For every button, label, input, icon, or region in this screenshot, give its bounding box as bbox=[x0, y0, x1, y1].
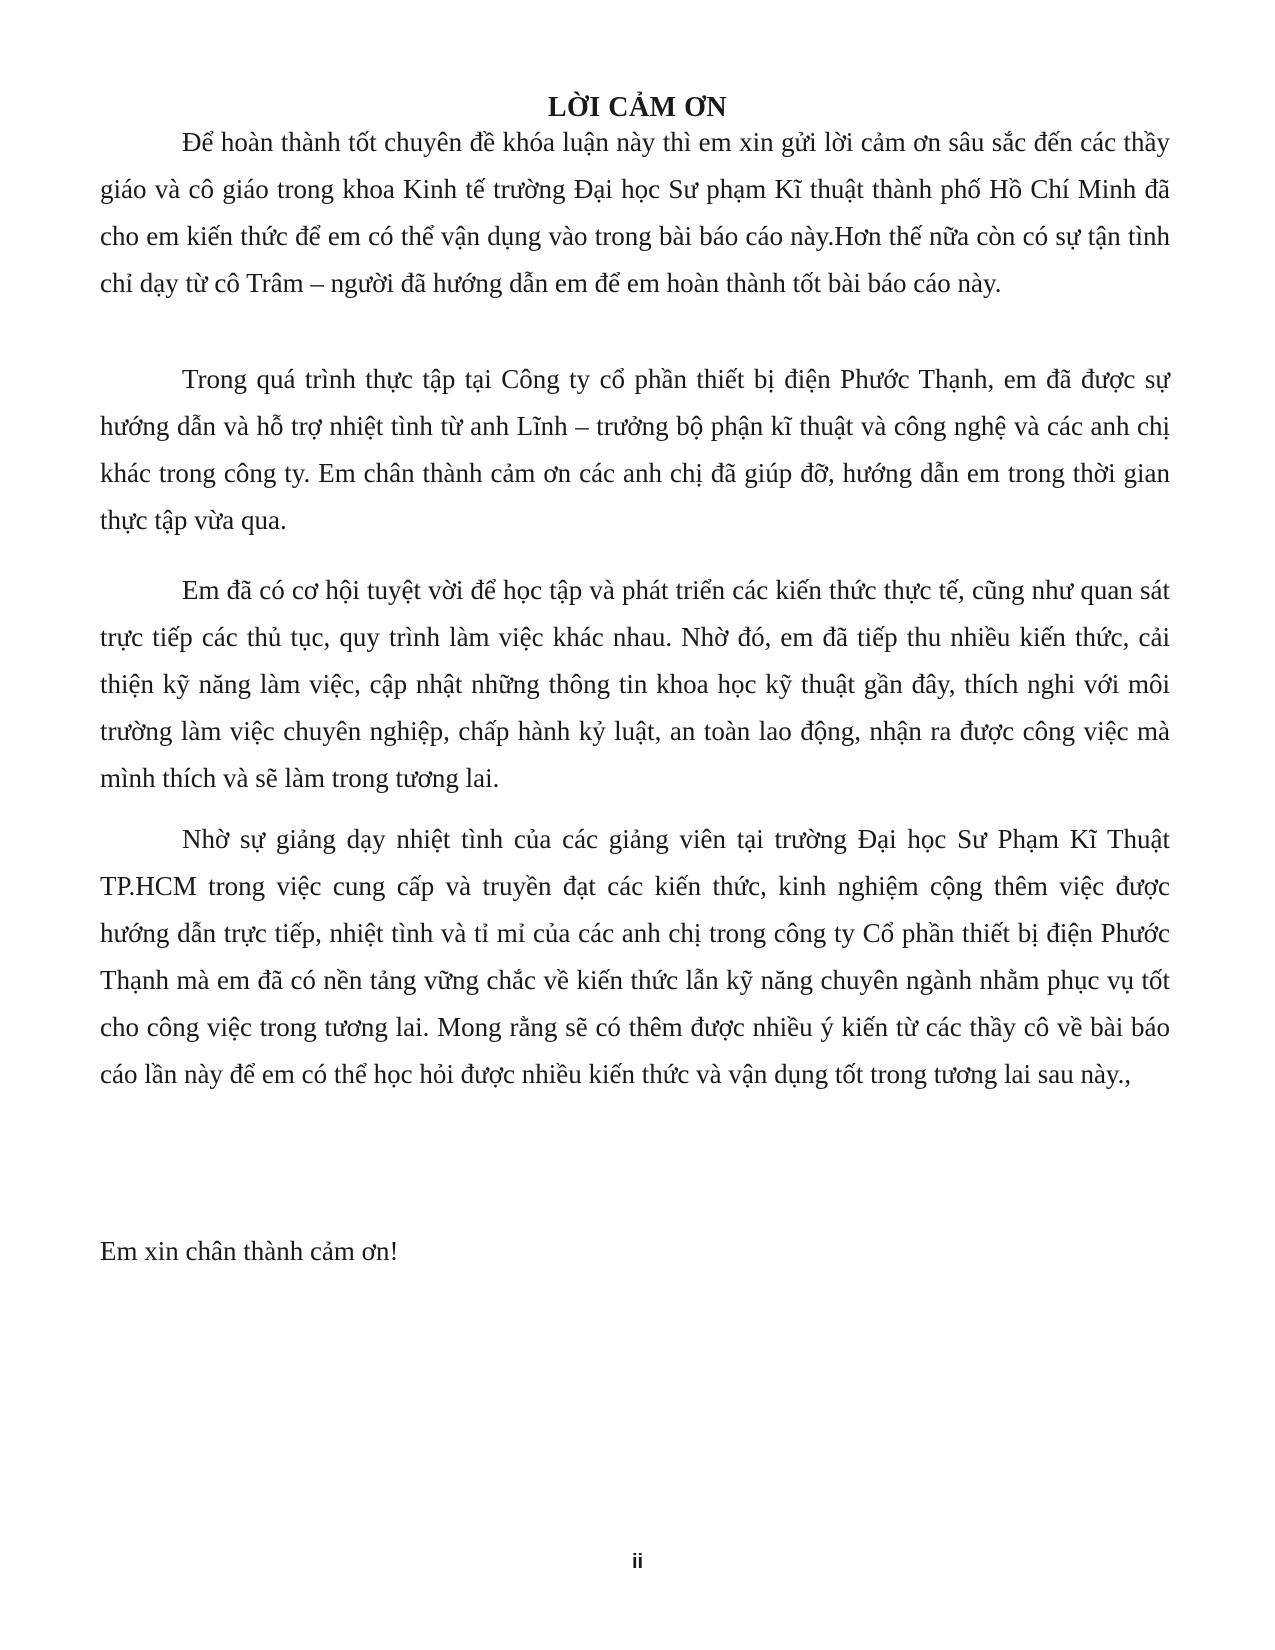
closing-line: Em xin chân thành cảm ơn! bbox=[100, 1236, 399, 1266]
paragraph-3: Em đã có cơ hội tuyệt vời để học tập và phát triển các kiến thức thực tế, cũng như quan sát trực tiếp các thủ tục, quy trình làm việc khác nhau. Nhờ đó, em đã tiếp thu nhiều kiến thức, cải thiện kỹ năng làm việc, cập nhật những thông tin khoa học kỹ thuật gần đây, thích nghi với môi trường làm việc chuyên nghiệp, chấp hành kỷ luật, an toàn lao động, nhận ra được công việc mà mình thích và sẽ làm trong tương lai. bbox=[100, 575, 1170, 793]
paragraph-4: Nhờ sự giảng dạy nhiệt tình của các giảng viên tại trường Đại học Sư Phạm Kĩ Thuật TP.HCM trong việc cung cấp và truyền đạt các kiến thức, kinh nghiệm cộng thêm việc được hướng dẫn trực tiếp, nhiệt tình và tỉ mỉ của các anh chị trong công ty Cổ phần thiết bị điện Phước Thạnh mà em đã có nền tảng vững chắc về kiến thức lẫn kỹ năng chuyên ngành nhằm phục vụ tốt cho công việc trong tương lai. Mong rằng sẽ có thêm được nhiều ý kiến từ các thầy cô về bài báo cáo lần này để em có thể học hỏi được nhiều kiến thức và vận dụng tốt trong tương lai sau này., bbox=[100, 824, 1170, 1089]
page-number: ii bbox=[631, 1551, 644, 1573]
paragraph-2: Trong quá trình thực tập tại Công ty cổ phần thiết bị điện Phước Thạnh, em đã được sự hướng dẫn và hỗ trợ nhiệt tình từ anh Lĩnh – trưởng bộ phận kĩ thuật và công nghệ và các anh chị khác trong công ty. Em chân thành cảm ơn các anh chị đã giúp đỡ, hướng dẫn em trong thời gian thực tập vừa qua. bbox=[100, 364, 1170, 535]
page-title: LỜI CẢM ƠN bbox=[547, 92, 728, 123]
paragraph-1: Để hoàn thành tốt chuyên đề khóa luận này thì em xin gửi lời cảm ơn sâu sắc đến các thầy giáo và cô giáo trong khoa Kinh tế trường Đại học Sư phạm Kĩ thuật thành phố Hồ Chí Minh đã cho em kiến thức để em có thể vận dụng vào trong bài báo cáo này.Hơn thế nữa còn có sự tận tình chỉ dạy từ cô Trâm – người đã hướng dẫn em để em hoàn thành tốt bài báo cáo này. bbox=[100, 127, 1170, 298]
